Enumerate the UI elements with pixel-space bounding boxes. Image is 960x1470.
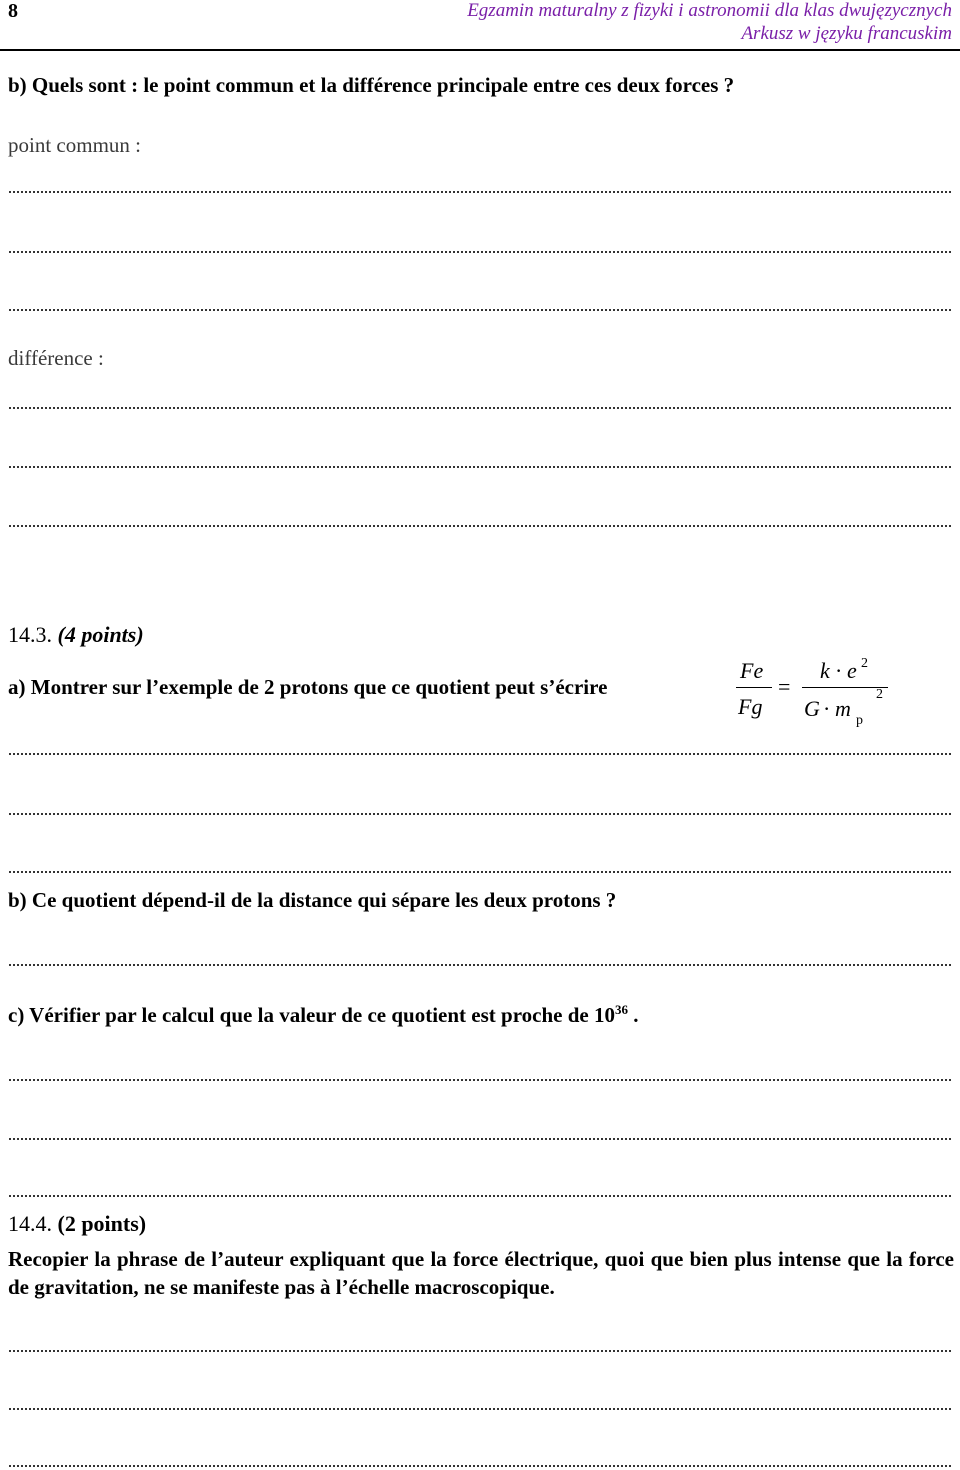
answer-line[interactable]: [8, 870, 952, 874]
difference-label: différence :: [8, 346, 104, 370]
question-b-distance: b) Ce quotient dépend-il de la distance qui sépare les deux protons ?: [8, 888, 617, 912]
question-14-3-heading: [8, 622, 144, 648]
answer-line[interactable]: [8, 1349, 952, 1353]
answer-line[interactable]: [8, 1137, 952, 1141]
formula-G: G: [804, 696, 820, 721]
question-14-4-text: Recopier la phrase de l’auteur expliquant que la force électrique, quoi que bien plus intense que la force de gravitation, ne se manifeste pas à l’échelle macroscopique.: [8, 1247, 954, 1299]
header-exam-title: Egzamin maturalny z fizyki i astronomii dla klas dwujęzycznych: [467, 0, 952, 21]
formula-dot: ·: [835, 658, 843, 683]
formula-dot: ·: [823, 696, 831, 721]
formula-lhs-denominator: Fg: [738, 694, 763, 719]
formula-lhs-fraction-bar: [736, 687, 772, 688]
answer-line[interactable]: [8, 752, 952, 756]
page-number: 8: [8, 0, 18, 22]
header-sheet-language: Arkusz w języku francuskim: [741, 23, 952, 44]
answer-line[interactable]: [8, 963, 952, 967]
answer-line[interactable]: [8, 524, 952, 528]
question-c-text: c) Vérifier par le calcul que la valeur de ce quotient est proche de 10: [8, 1003, 615, 1027]
formula-m-exponent: 2: [876, 687, 883, 702]
question-c-exponent: 36: [614, 1002, 628, 1017]
question-14-4-heading: [8, 1211, 146, 1237]
question-a-text: a) Montrer sur l’exemple de 2 protons que ce quotient peut s’écrire: [8, 675, 608, 699]
answer-line[interactable]: [8, 1464, 952, 1468]
answer-line[interactable]: [8, 1194, 952, 1198]
question-points: (2 points): [57, 1211, 147, 1236]
question-c-verify: [8, 1002, 638, 1028]
formula-e-exponent: 2: [861, 656, 868, 671]
answer-line[interactable]: [8, 812, 952, 816]
answer-line[interactable]: [8, 465, 952, 469]
question-c-end: .: [633, 1003, 639, 1027]
answer-line[interactable]: [8, 1407, 952, 1411]
answer-line[interactable]: [8, 406, 952, 410]
question-number: 14.4.: [8, 1211, 52, 1236]
answer-line[interactable]: [8, 1078, 952, 1082]
answer-line[interactable]: [8, 190, 952, 194]
point-commun-label: point commun :: [8, 133, 141, 157]
question-points: (4 points): [57, 622, 144, 647]
answer-line[interactable]: [8, 250, 952, 254]
question-b-common-difference: b) Quels sont : le point commun et la différence principale entre ces deux forces ?: [8, 73, 735, 97]
formula-m: m: [835, 696, 851, 721]
answer-line[interactable]: [8, 308, 952, 312]
formula-equals: =: [778, 674, 791, 699]
formula-k: k: [820, 658, 830, 683]
formula-m-subscript: p: [856, 713, 863, 728]
formula-e: e: [847, 658, 857, 683]
formula-lhs-numerator: Fe: [740, 658, 764, 683]
formula-ratio: [730, 656, 900, 736]
header-rule: [0, 49, 960, 51]
question-number: 14.3.: [8, 622, 52, 647]
